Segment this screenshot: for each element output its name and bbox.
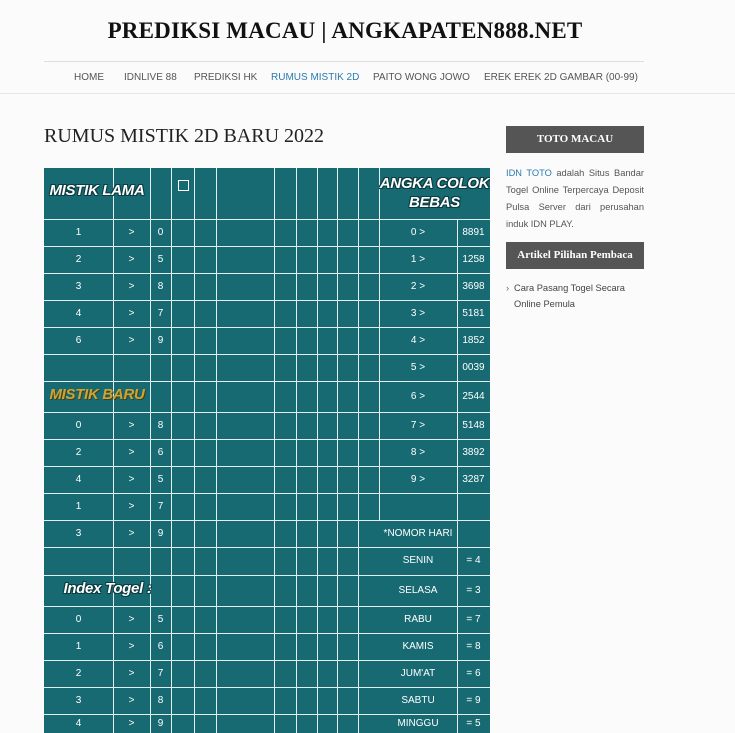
- arrow-cell: >: [128, 419, 135, 431]
- grid-line: [44, 687, 490, 688]
- mistik-lama-heading: MISTIK LAMA: [49, 182, 145, 199]
- nomor-hari-day: SENIN: [402, 555, 434, 566]
- angka-colok-digit: 1 >: [410, 253, 426, 265]
- grid-line: [337, 168, 338, 733]
- nomor-hari-number: = 5: [466, 717, 481, 729]
- index-digit: 3: [75, 694, 82, 706]
- arrow-cell: >: [128, 694, 135, 706]
- index-togel-heading: Index Togel :: [63, 580, 152, 597]
- grid-line: [44, 412, 490, 413]
- mistik-lama-pair: 5: [157, 253, 164, 265]
- arrow-cell: >: [128, 667, 135, 679]
- mistik-baru-pair: 6: [157, 446, 164, 458]
- grid-line: [358, 168, 359, 733]
- artikel-link[interactable]: Cara Pasang Togel Secara Online Pemula: [514, 283, 625, 309]
- grid-line: [274, 168, 275, 733]
- sidebar-artikel-item[interactable]: [506, 280, 646, 312]
- angka-colok-digit: 5 >: [410, 361, 426, 373]
- grid-line: [44, 246, 490, 247]
- arrow-cell: >: [128, 446, 135, 458]
- index-pair: 8: [157, 694, 164, 706]
- arrow-cell: >: [128, 613, 135, 625]
- nav-item-paito-wong-jowo[interactable]: PAITO WONG JOWO: [373, 72, 470, 83]
- mistik-lama-digit: 1: [75, 226, 82, 238]
- arrow-cell: >: [128, 717, 135, 729]
- grid-line: [44, 439, 490, 440]
- nomor-hari-day: SABTU: [401, 694, 435, 706]
- grid-line: [44, 547, 490, 548]
- sidebar-toto-desc: adalah Situs Bandar Togel Online Terpercaya Deposit Pulsa Server dari perusahan induk IDN PLAY.: [506, 168, 644, 229]
- mistik-lama-digit: 2: [75, 253, 82, 265]
- nomor-hari-day: JUM'AT: [400, 667, 436, 679]
- grid-line: [44, 575, 490, 576]
- angka-colok-digit: 0 >: [410, 226, 426, 238]
- grid-line: [171, 168, 172, 733]
- angka-colok-digit: 4 >: [410, 334, 426, 346]
- grid-line: [44, 520, 490, 521]
- index-digit: 2: [75, 667, 82, 679]
- sidebar-toto-title: TOTO MACAU: [506, 126, 644, 153]
- nomor-hari-number: = 4: [466, 555, 481, 566]
- arrow-cell: >: [128, 307, 135, 319]
- index-digit: 0: [75, 613, 82, 625]
- grid-line: [44, 714, 490, 715]
- nav-item-prediksi-hk[interactable]: PREDIKSI HK: [194, 72, 258, 83]
- nomor-hari-day: SELASA: [398, 584, 438, 596]
- angka-colok-value: 2544: [462, 390, 485, 402]
- mistik-baru-digit: 3: [75, 527, 82, 539]
- angka-colok-value: 0039: [462, 361, 485, 373]
- grid-line: [44, 381, 490, 382]
- mistik-lama-pair: 7: [157, 307, 164, 319]
- grid-line: [44, 273, 490, 274]
- index-pair: 7: [157, 667, 164, 679]
- page-title: RUMUS MISTIK 2D BARU 2022: [44, 125, 325, 147]
- nomor-hari-number: = 8: [466, 640, 481, 652]
- rumus-table: [44, 168, 490, 733]
- angka-colok-heading: ANGKA COLOK BEBAS: [379, 175, 490, 211]
- nomor-hari-number: = 3: [466, 584, 481, 596]
- grid-line: [44, 354, 490, 355]
- mistik-lama-pair: 0: [157, 226, 164, 238]
- grid-line: [296, 168, 297, 733]
- grid-line: [44, 633, 490, 634]
- angka-colok-digit: 3 >: [410, 307, 426, 319]
- arrow-cell: >: [128, 500, 135, 512]
- nav-item-idnlive-88[interactable]: IDNLIVE 88: [124, 72, 177, 83]
- mistik-baru-digit: 2: [75, 446, 82, 458]
- idn-toto-link[interactable]: IDN TOTO: [506, 168, 552, 178]
- nomor-hari-heading: *NOMOR HARI: [383, 527, 453, 539]
- nomor-hari-day: MINGGU: [397, 717, 439, 729]
- grid-line: [44, 466, 490, 467]
- nomor-hari-number: = 6: [466, 667, 481, 679]
- mistik-lama-digit: 4: [75, 307, 82, 319]
- mistik-baru-heading: MISTIK BARU: [49, 386, 145, 403]
- nomor-hari-day: RABU: [404, 613, 432, 625]
- mistik-lama-digit: 6: [75, 334, 82, 346]
- angka-colok-digit: 2 >: [410, 280, 426, 292]
- arrow-cell: >: [128, 226, 135, 238]
- arrow-cell: >: [128, 280, 135, 292]
- mistik-lama-pair: 9: [157, 334, 164, 346]
- angka-colok-value: 3698: [462, 280, 485, 292]
- angka-colok-value: 5148: [462, 419, 485, 431]
- index-pair: 6: [157, 640, 164, 652]
- angka-colok-digit: 8 >: [410, 446, 426, 458]
- checkbox-icon[interactable]: [178, 180, 189, 191]
- index-pair: 9: [157, 717, 164, 729]
- arrow-cell: >: [128, 473, 135, 485]
- site-title[interactable]: PREDIKSI MACAU | ANGKAPATEN888.NET: [107, 18, 583, 43]
- index-digit: 4: [75, 717, 82, 729]
- mistik-baru-pair: 9: [157, 527, 164, 539]
- angka-colok-value: 5181: [462, 307, 485, 319]
- angka-colok-value: 8891: [462, 226, 485, 238]
- mistik-baru-digit: 4: [75, 473, 82, 485]
- grid-line: [44, 493, 490, 494]
- angka-colok-value: 1852: [462, 334, 485, 346]
- grid-line: [44, 327, 490, 328]
- mistik-baru-pair: 7: [157, 500, 164, 512]
- angka-colok-digit: 6 >: [410, 390, 426, 402]
- index-digit: 1: [75, 640, 82, 652]
- grid-line: [44, 660, 490, 661]
- grid-line: [44, 219, 490, 220]
- main-nav: [44, 62, 644, 92]
- nomor-hari-number: = 9: [466, 694, 481, 706]
- angka-colok-value: 3892: [462, 446, 485, 458]
- mistik-baru-pair: 8: [157, 419, 164, 431]
- sidebar-artikel-title: Artikel Pilihan Pembaca: [506, 242, 644, 269]
- nav-item-home[interactable]: HOME: [74, 72, 104, 83]
- grid-line: [194, 168, 195, 733]
- grid-line: [317, 168, 318, 733]
- mistik-lama-pair: 8: [157, 280, 164, 292]
- nomor-hari-number: = 7: [466, 613, 481, 625]
- mistik-baru-digit: 1: [75, 500, 82, 512]
- arrow-cell: >: [128, 527, 135, 539]
- arrow-cell: >: [128, 253, 135, 265]
- nav-item-erek-erek-2d-gambar-00-99[interactable]: EREK EREK 2D GAMBAR (00-99): [484, 72, 638, 83]
- header-divider: [0, 93, 735, 94]
- mistik-lama-digit: 3: [75, 280, 82, 292]
- chevron-right-icon: ›: [506, 283, 510, 293]
- index-pair: 5: [157, 613, 164, 625]
- angka-colok-value: 1258: [462, 253, 485, 265]
- sidebar-toto-text: [506, 165, 644, 233]
- grid-line: [216, 168, 217, 733]
- mistik-baru-digit: 0: [75, 419, 82, 431]
- arrow-cell: >: [128, 334, 135, 346]
- arrow-cell: >: [128, 640, 135, 652]
- angka-colok-digit: 7 >: [410, 419, 426, 431]
- angka-colok-digit: 9 >: [410, 473, 426, 485]
- angka-colok-value: 3287: [462, 473, 485, 485]
- grid-line: [44, 606, 490, 607]
- nomor-hari-day: KAMIS: [402, 640, 434, 652]
- grid-line: [44, 300, 490, 301]
- mistik-baru-pair: 5: [157, 473, 164, 485]
- nav-item-rumus-mistik-2d[interactable]: RUMUS MISTIK 2D: [271, 72, 360, 83]
